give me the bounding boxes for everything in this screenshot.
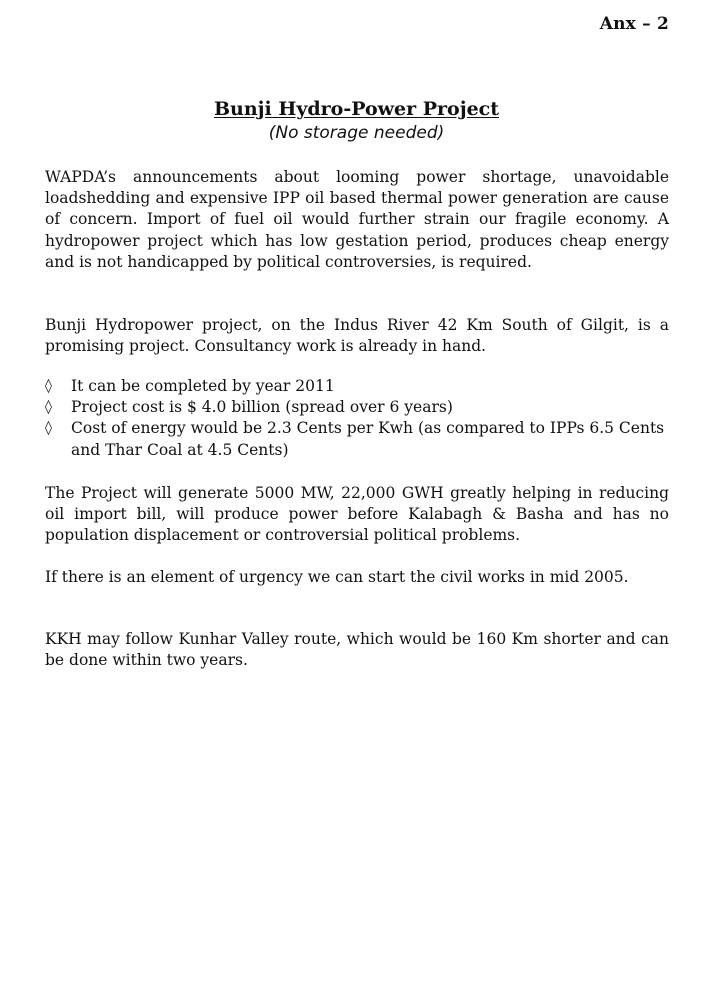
diamond-bullet-icon: ◊ — [45, 378, 52, 394]
paragraph-intro — [45, 167, 669, 273]
bullet-item — [45, 418, 669, 460]
paragraph-text: The Project will generate 5000 MW, 22,000 GWH greatly helping in reducing oil import bill, will produce power before Kalabagh & Basha and has no population displacement or controversial political problems. — [45, 484, 669, 545]
paragraph-text: Bunji Hydropower project, on the Indus River 42 Km South of Gilgit, is a promising project. Consultancy work is already in hand. — [45, 316, 669, 356]
paragraph-urgency — [45, 567, 669, 588]
paragraph-generation — [45, 483, 669, 547]
diamond-bullet-icon: ◊ — [45, 420, 52, 437]
document-subtitle: (No storage needed) — [268, 123, 445, 143]
paragraph-kkh — [45, 629, 669, 671]
bullet-section — [45, 376, 669, 461]
bullet-text: Project cost is $ 4.0 billion (spread over 6 years) — [71, 398, 453, 417]
document-title: Bunji Hydro-Power Project — [213, 98, 500, 120]
annex-label: Anx – 2 — [599, 14, 669, 34]
bullet-item — [45, 397, 669, 418]
paragraph-text: WAPDA’s announcements about looming power shortage, unavoidable loadshedding and expensive IPP oil based thermal power generation are cause of concern. Import of fuel oil would further strain our fragile economy. A hydropower project which has low gestation period, produces cheap energy and is not handicapped by political controversies, is required. — [45, 168, 669, 271]
bullet-list — [45, 376, 669, 461]
bullet-text: Cost of energy would be 2.3 Cents per Kwh (as compared to IPPs 6.5 Cents and Thar Coal at 4.5 Cents) — [71, 419, 665, 459]
diamond-bullet-icon: ◊ — [45, 399, 52, 416]
title-block — [0, 97, 713, 145]
paragraph-text: KKH may follow Kunhar Valley route, which would be 160 Km shorter and can be done within two years. — [45, 630, 669, 670]
paragraph-text: If there is an element of urgency we can start the civil works in mid 2005. — [45, 568, 629, 586]
bullet-item — [45, 376, 669, 397]
bullet-text: It can be completed by year 2011 — [71, 377, 335, 395]
paragraph-project — [45, 315, 669, 357]
